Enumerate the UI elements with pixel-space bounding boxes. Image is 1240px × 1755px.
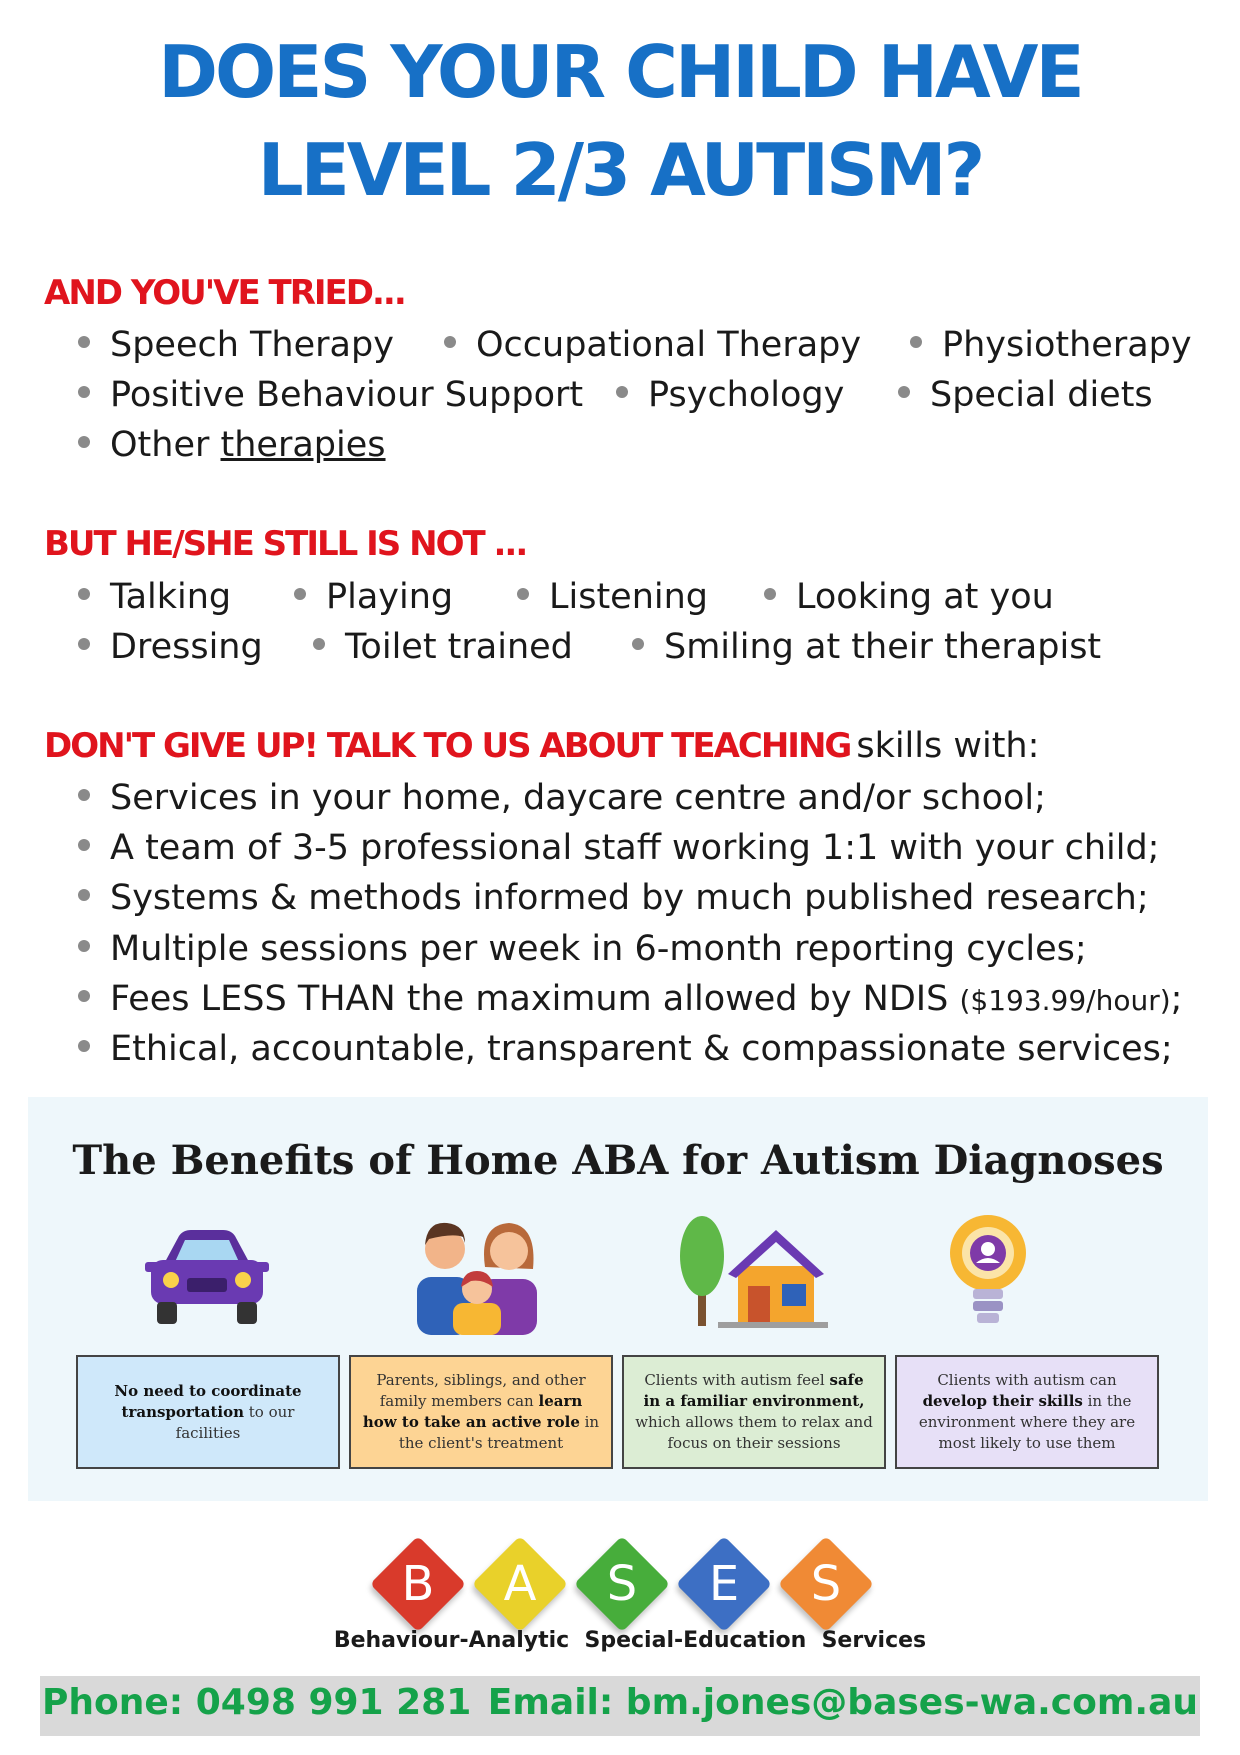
bullet-icon (78, 1040, 90, 1052)
section-heading-tried: AND YOU'VE TRIED... (44, 273, 405, 313)
benefits-title: The Benefits of Home ABA for Autism Diagnoses (72, 1137, 1164, 1184)
logo-tile-b: B (370, 1536, 466, 1632)
list-item: Toilet trained (313, 630, 573, 665)
bullet-icon (632, 638, 644, 650)
list-item: Physiotherapy (910, 328, 1192, 363)
bullet-icon (78, 789, 90, 801)
benefits-panel (28, 1097, 1208, 1501)
ndis-fee: ($193.99/hour) (959, 984, 1171, 1017)
phone-number[interactable]: Phone: 0498 991 281 (42, 1682, 472, 1723)
bullet-icon (78, 588, 90, 600)
list-item: Playing (294, 580, 453, 615)
list-item: Systems & methods informed by much published research; (78, 881, 1149, 916)
list-item: Occupational Therapy (444, 328, 861, 363)
bullet-icon (78, 386, 90, 398)
list-item: Fees LESS THAN the maximum allowed by NDIS ($193.99/hour); (78, 982, 1182, 1017)
list-item: Dressing (78, 630, 263, 665)
bases-logo (370, 1530, 890, 1640)
bullet-icon (294, 588, 306, 600)
list-item: Other therapies (78, 428, 386, 463)
list-item: Ethical, accountable, transparent & compassionate services; (78, 1032, 1173, 1067)
bullet-icon (78, 940, 90, 952)
lightbulb-icon (943, 1209, 1033, 1333)
bullet-icon (78, 839, 90, 851)
list-item: Smiling at their therapist (632, 630, 1101, 665)
bullet-icon (78, 990, 90, 1002)
bullet-icon (78, 638, 90, 650)
bullet-icon (898, 386, 910, 398)
logo-tagline: Behaviour-Analytic Special-Education Services (333, 1628, 927, 1653)
therapies-link[interactable]: therapies (220, 425, 386, 465)
bullet-icon (78, 336, 90, 348)
list-item: Services in your home, daycare centre and/or school; (78, 781, 1046, 816)
list-item: Psychology (616, 378, 844, 413)
contact-footer (40, 1676, 1200, 1736)
bullet-icon (910, 336, 922, 348)
list-item: Positive Behaviour Support (78, 378, 583, 413)
family-icon (413, 1207, 543, 1337)
list-item: Listening (517, 580, 708, 615)
benefit-card-skills: Clients with autism can develop their skills in the environment where they are most likely to use them (895, 1355, 1159, 1469)
bullet-icon (764, 588, 776, 600)
logo-tile-a: A (472, 1536, 568, 1632)
benefit-card-transport: No need to coordinate transportation to our facilities (76, 1355, 340, 1469)
list-item: Multiple sessions per week in 6-month reporting cycles; (78, 932, 1087, 967)
headline-line-2: LEVEL 2/3 AUTISM? (257, 128, 983, 212)
email-address[interactable]: Email: bm.jones@bases-wa.com.au (487, 1682, 1198, 1723)
bullet-icon (78, 889, 90, 901)
logo-tile-s: S (574, 1536, 670, 1632)
bullet-icon (313, 638, 325, 650)
bullet-icon (517, 588, 529, 600)
logo-tile-s2: S (778, 1536, 874, 1632)
bullet-icon (444, 336, 456, 348)
list-item: Special diets (898, 378, 1153, 413)
car-icon (143, 1222, 271, 1332)
list-item: Looking at you (764, 580, 1054, 615)
headline-line-1: DOES YOUR CHILD HAVE (158, 30, 1082, 114)
house-icon (678, 1212, 828, 1332)
bullet-icon (616, 386, 628, 398)
logo-tile-e: E (676, 1536, 772, 1632)
list-item: A team of 3-5 professional staff working 1:1 with your child; (78, 831, 1159, 866)
section-heading-dont-give-up: DON'T GIVE UP! TALK TO US ABOUT TEACHING skills with: (44, 726, 1040, 766)
benefit-card-family: Parents, siblings, and other family members can learn how to take an active role in the client's treatment (349, 1355, 613, 1469)
bullet-icon (78, 436, 90, 448)
list-item: Speech Therapy (78, 328, 394, 363)
section-heading-still-not: BUT HE/SHE STILL IS NOT ... (44, 524, 527, 564)
list-item: Talking (78, 580, 231, 615)
benefit-card-environment: Clients with autism feel safe in a familiar environment, which allows them to relax and focus on their sessions (622, 1355, 886, 1469)
